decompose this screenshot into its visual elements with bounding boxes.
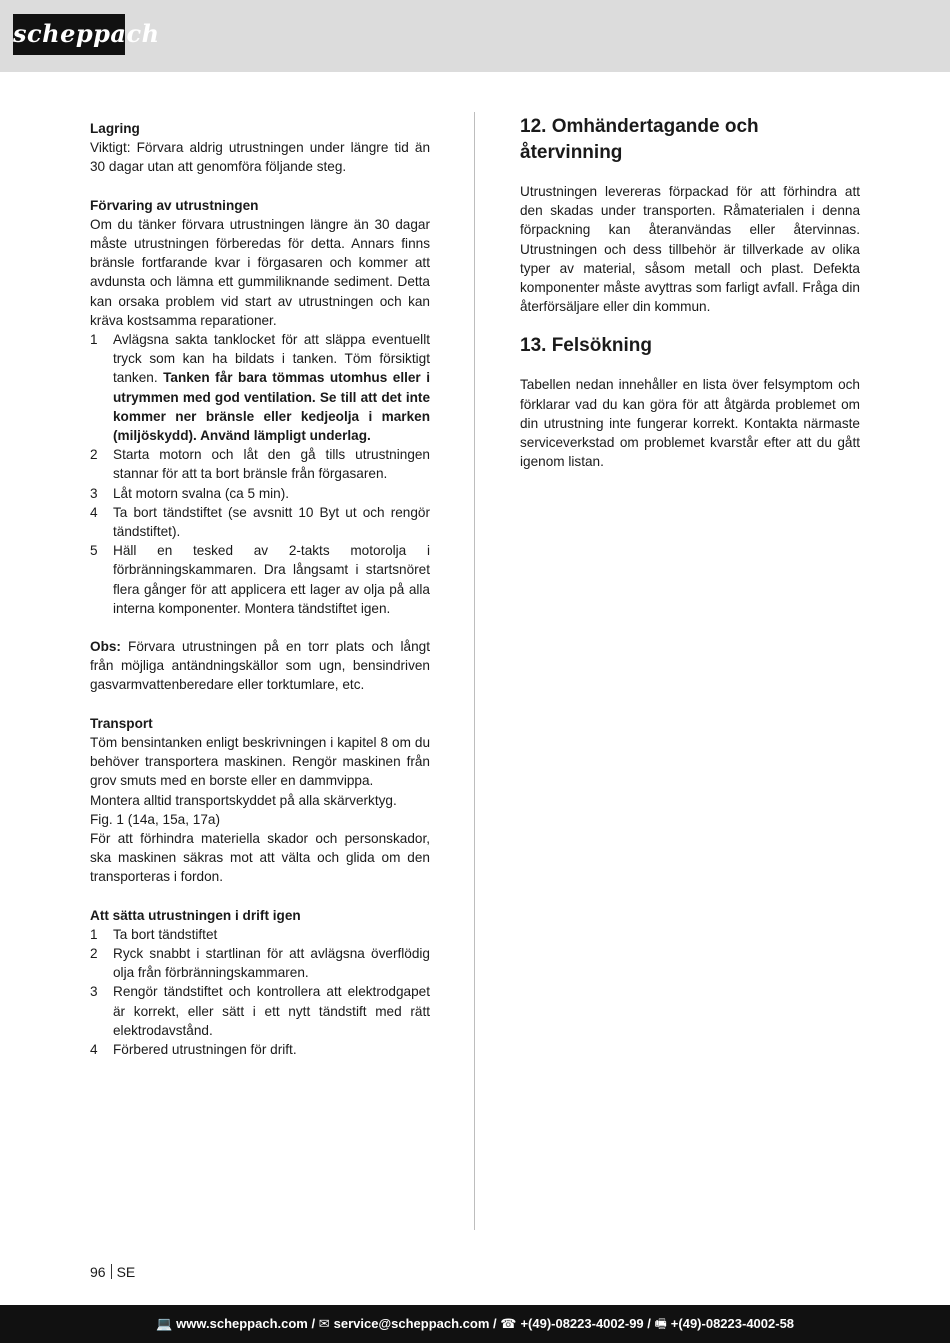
lagring-heading: Lagring <box>90 121 140 136</box>
list-item: 4 Ta bort tändstiftet (se avsnitt 10 Byt ut och rengör tändstiftet). <box>90 504 430 540</box>
section-12-text: Utrustningen levereras förpackad för att förhindra att den skadas under transporten. Råmaterialen i denna förpackning kan återanvändas eller återvinnas. Utrustningen och dess tillbehör är tillverkade av olika typer av material, såsom metall och plast. Defekta komponenter måste avyttras som farligt avfall. Fråga din återförsäljare eller din kommun. <box>520 184 860 315</box>
list-item: 2 Ryck snabbt i startlinan för att avlägsna överflödig olja från förbränningskammaren. <box>90 945 430 981</box>
footer-phone: +(49)-08223-4002-99 / <box>520 1316 651 1331</box>
list-item: 1 Ta bort tändstiftet <box>90 926 218 942</box>
section-13-heading: 13. Felsökning <box>520 335 652 357</box>
section-13-text: Tabellen nedan innehåller en lista över felsymptom och förklarar vad du kan göra för att åtgärda problemet om din utrustning inte fungerar korrekt. Kontakta närmaste serviceverkstad om problemet kvarstår efter att du gått igenom listan. <box>520 377 860 470</box>
column-divider <box>474 112 475 1230</box>
list-item: 1 Avlägsna sakta tanklocket för att släppa eventuellt tryck som kan ha bildats i tanken. Töm försiktigt tanken. Tanken får bara tömmas utomhus eller i utrymmen med god ventilation. Se till att det inte kommer ner bränsle eller kedjeolja i marken (miljöskydd). Använd lämpligt underlag. <box>90 332 430 444</box>
footer-email-link[interactable]: service@scheppach.com / <box>333 1316 497 1331</box>
list-item: 4 Förbered utrustningen för drift. <box>90 1041 297 1057</box>
transport-text: Montera alltid transportskyddet på alla skärverktyg. <box>90 792 397 808</box>
transport-text: Fig. 1 (14a, 15a, 17a) <box>90 811 220 827</box>
phone-icon: ☎ <box>500 1316 517 1331</box>
transport-heading: Transport <box>90 715 153 731</box>
list-item: 3 Låt motorn svalna (ca 5 min). <box>90 485 290 501</box>
brand-logo: scheppach <box>13 14 125 55</box>
transport-text: Töm bensintanken enligt beskrivningen i kapitel 8 om du behöver transportera maskinen. Rengör maskinen från grov smuts med en borste eller en dammvippa. <box>90 734 430 789</box>
obs-note: Obs: Förvara utrustningen på en torr plats och långt från möjliga antändningskällor som ugn, bensindriven gasvarmvattenberedare eller torktumlare, etc. <box>90 639 430 693</box>
email-icon: ✉ <box>318 1316 330 1331</box>
drift-steps <box>90 925 430 1059</box>
list-item: 3 Rengör tändstiftet och kontrollera att elektrodgapet är korrekt, eller sätt i ett nytt tändstift med rätt elektrodavstånd. <box>90 984 430 1038</box>
transport-text: För att förhindra materiella skador och personskador, ska maskinen säkras mot att välta och glida om den transporteras i fordon. <box>90 830 430 885</box>
lagring-text: Viktigt: Förvara aldrig utrustningen under längre tid än 30 dagar utan att genomföra följande steg. <box>90 140 430 175</box>
list-item: 2 Starta motorn och låt den gå tills utrustningen stannar för att ta bort bränsle från förgasaren. <box>90 447 430 482</box>
storage-steps <box>90 330 430 618</box>
page-number: 96 SE <box>90 1264 136 1280</box>
drift-heading: Att sätta utrustningen i drift igen <box>90 907 301 923</box>
fax-icon: 🖷 <box>654 1316 667 1331</box>
right-column <box>520 114 860 471</box>
page-footer <box>0 1305 950 1343</box>
computer-icon: 💻 <box>155 1316 173 1331</box>
footer-web-link[interactable]: www.scheppach.com / <box>176 1316 316 1331</box>
forvaring-heading: Förvaring av utrustningen <box>90 197 259 213</box>
forvaring-text: Om du tänker förvara utrustningen längre än 30 dagar måste utrustningen förberedas för detta. Annars finns bränsle fortfarande kvar i förgasaren och kommer att avdunsta och lämna ett gummiliknande sediment. Detta kan orsaka problem vid start av utrustningen och kan kräva kostsamma reparationer. <box>90 216 430 328</box>
left-column <box>90 119 430 1059</box>
section-12-heading: 12. Omhändertagande och återvinning <box>520 116 759 163</box>
page-header <box>0 0 950 72</box>
footer-fax: +(49)-08223-4002-58 <box>670 1316 795 1331</box>
list-item: 5 Häll en tesked av 2-takts motorolja i förbränningskammaren. Dra långsamt i startsnöret flera gånger för att applicera ett lager av olja på alla interna komponenter. Montera tändstiftet igen. <box>90 543 430 616</box>
